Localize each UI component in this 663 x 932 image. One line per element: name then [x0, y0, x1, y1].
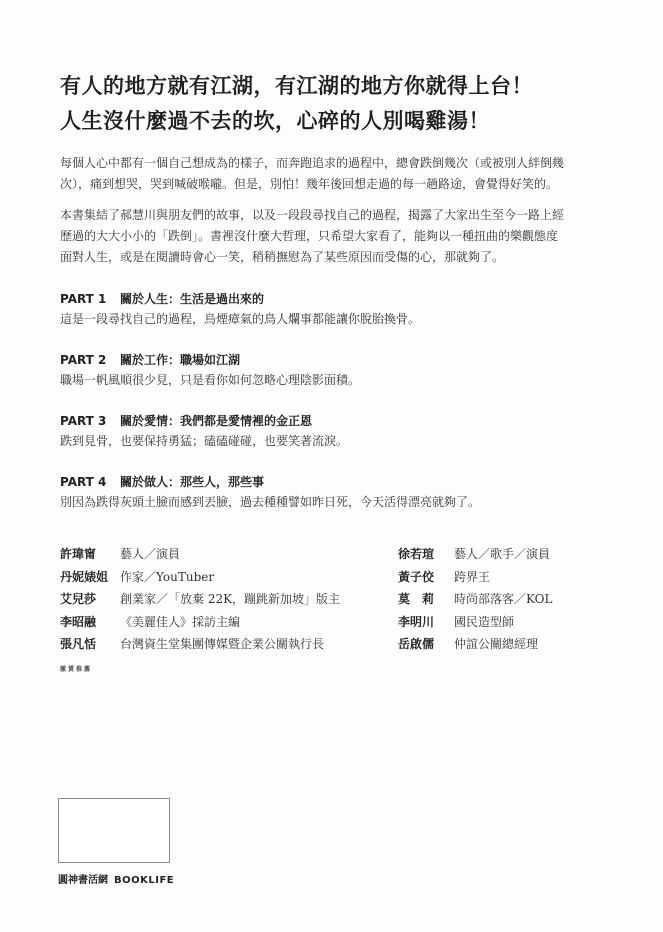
part-heading [60, 290, 620, 308]
intro-paragraph-1 [60, 153, 620, 195]
part-item [60, 290, 620, 351]
endorser-name: 岳啟儒 [398, 637, 435, 651]
endorser-row [60, 611, 620, 634]
part-description: 跌到見骨，也要保持勇猛；磕磕碰碰，也要笑著流淚。 [60, 434, 349, 448]
part-number: PART 2 [60, 353, 107, 367]
part-title: 關於做人：那些人，那些事 [120, 475, 265, 489]
part-heading [60, 412, 620, 430]
endorser-name: 丹妮婊姐 [60, 569, 109, 584]
intro-p2-line-1: 本書集結了郝慧川與朋友們的故事，以及一段段尋找自己的過程，揭露了大家出生至今一路上經 [60, 208, 565, 222]
intro-p2-line-3: 面對人生，或是在閱讀時會心一笑，稍稍撫慰為了某些原因而受傷的心，那就夠了。 [60, 250, 505, 264]
part-item [60, 473, 620, 534]
endorser-name: 徐若瑄 [398, 547, 435, 561]
publisher-name: 圓神書活網 [58, 875, 108, 886]
endorser-name: 李昭融 [60, 614, 97, 629]
endorser-name: 莫 莉 [398, 592, 435, 606]
headline-line-2: 人生沒什麼過不去的坎，心碎的人別喝雞湯！ [60, 108, 490, 133]
endorser-title: 仲誼公關總經理 [454, 637, 539, 651]
part-description: 職場一帆風順很少見，只是看你如何忽略心理陰影面積。 [60, 373, 361, 387]
endorser-list [60, 543, 620, 656]
endorser-title: 跨界王 [454, 569, 491, 584]
intro-text [60, 153, 620, 278]
endorser-name: 黃子佼 [398, 569, 435, 584]
endorser-name: 張凡恬 [60, 637, 97, 651]
part-item [60, 412, 620, 473]
endorser-row [60, 543, 620, 566]
part-number: PART 1 [60, 292, 107, 306]
publisher-brand: BOOKLIFE [114, 875, 175, 886]
part-number: PART 3 [60, 414, 107, 428]
part-title: 關於工作：職場如江湖 [120, 353, 241, 367]
part-title: 關於人生：生活是過出來的 [120, 292, 265, 306]
endorser-name: 李明川 [398, 614, 435, 629]
endorsement-tag: 激賞推薦 [60, 666, 93, 673]
endorser-title: 藝人／演員 [120, 547, 181, 561]
headline-line-1: 有人的地方就有江湖，有江湖的地方你就得上台！ [60, 73, 533, 98]
publisher-logo [58, 871, 174, 886]
endorser-title: 時尚部落客／KOL [454, 592, 553, 606]
part-description: 這是一段尋找自己的過程，烏煙瘴氣的鳥人爛事都能讓你脫胎換骨。 [60, 312, 421, 326]
intro-p1-line-2: 次），痛到想哭，哭到喊破喉嚨。但是，別怕！幾年後回想走過的每一趟路途，會覺得好笑的。 [60, 177, 559, 191]
part-number: PART 4 [60, 475, 107, 489]
barcode-placeholder [58, 798, 170, 863]
parts-list [60, 290, 620, 534]
endorser-row [60, 633, 620, 656]
endorser-title: 創業家／「放棄 22K，蹦跳新加坡」版主 [120, 592, 341, 606]
endorser-row [60, 588, 620, 611]
endorser-name: 艾兒莎 [60, 592, 97, 606]
part-heading [60, 351, 620, 369]
part-title: 關於愛情：我們都是愛情裡的金正恩 [120, 414, 313, 428]
intro-p2-line-2: 歷過的大大小小的「跌倒」。書裡沒什麼大哲理，只希望大家看了，能夠以一種扭曲的樂觀態度 [60, 229, 559, 243]
intro-paragraph-2 [60, 205, 620, 268]
endorser-title: 台灣資生堂集團傳媒暨企業公關執行長 [120, 637, 325, 651]
endorser-row [60, 566, 620, 589]
endorser-name: 許瑋甯 [60, 547, 97, 561]
endorser-title: 國民造型師 [454, 614, 515, 629]
endorser-title: 藝人／歌手／演員 [454, 547, 551, 561]
part-item [60, 351, 620, 412]
intro-p1-line-1: 每個人心中都有一個自己想成為的樣子，而奔跑追求的過程中，總會跌倒幾次（或被別人絆倒幾 [60, 156, 565, 170]
endorser-title: 《美麗佳人》採訪主編 [120, 614, 241, 629]
endorser-title: 作家／YouTuber [120, 569, 215, 584]
part-heading [60, 473, 620, 491]
headline [60, 68, 620, 138]
part-description: 別因為跌得灰頭土臉而感到丟臉，過去種種譬如昨日死，今天活得漂亮就夠了。 [60, 495, 481, 509]
